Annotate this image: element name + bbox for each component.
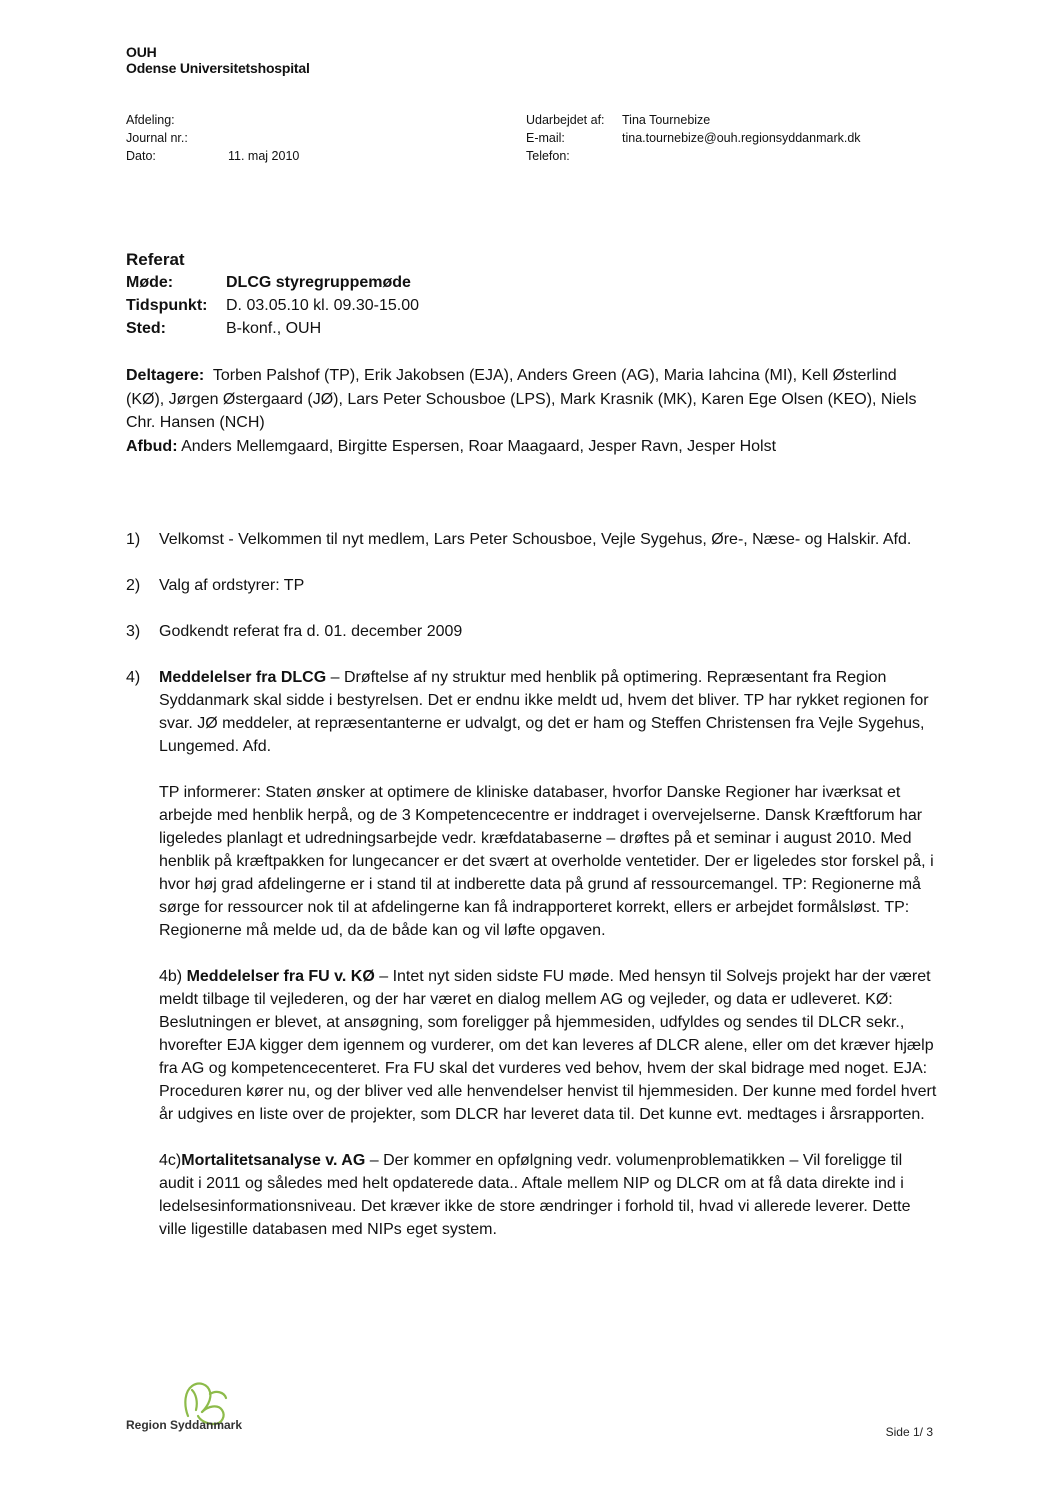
telefon-label: Telefon: xyxy=(526,149,570,163)
org-short: OUH xyxy=(126,44,157,60)
item4-paragraph-2: TP informerer: Staten ønsker at optimere de kliniske databaser, hvorfor Danske Regioner har iværksat et arbejde med henblik herpå, og de 3 Kompetencecentre er inddraget i overvejelserne. Dansk Kræftforum har ligeledes planlagt et udredningsarbejde vedr. kræfdatabaserne – drøftes på et seminar i august 2010. Med henblik på kræftpakken for lungecancer er det svært at overholde ventetider. Der er ligeledes stor forskel på, i hvor høj grad afdelingerne er i stand til at indberette data på grund af ressourcemangel. TP: Regionerne må sørge for ressourcer nok til at afdelingerne kan få indrapporteret korrekt, ellers er arbejdet formålsløst. TP: Regionerne må melde ud, da de både kan og vil løfte opgaven. xyxy=(159,784,934,939)
hospital-header xyxy=(126,44,310,76)
email-value[interactable]: tina.tournebize@ouh.regionsyddanmark.dk xyxy=(622,131,861,145)
logo-text: Region Syddanmark xyxy=(126,1418,243,1432)
item4b-body: – Intet nyt siden sidste FU møde. Med hensyn til Solvejs projekt har der været meldt tilbage til vejlederen, og der har været en dialog mellem AG og vejleder, og data er udleveret. KØ: Beslutningen er blevet, at ansøgning, som foreligger på hjemmesiden, udfyldes og sendes til DLCR sekr., hvorefter EJA kigger dem igennem og vurderer, om det kan leveres af DLCR alene, eller om det kræver hjælp fra AG og kompetencecenteret. Fra FU skal det vurderes ved behov, hvem der skal bidrage med noget. EJA: Proceduren kører nu, og der bliver ved alle henvendelser henvist til hjemmesiden. Der kunne med fordel hvert år udgives en liste over de projekter, som DLCR har leveret data til. Det kunne evt. medtages i årsrapporten. xyxy=(159,968,937,1123)
sted-label: Sted: xyxy=(126,320,166,337)
mode-label: Møde: xyxy=(126,274,174,291)
item4-paragraph-1 xyxy=(159,666,938,758)
tidspunkt-row xyxy=(126,294,419,317)
dato-label: Dato: xyxy=(126,149,156,163)
deltagere-paragraph xyxy=(126,364,938,435)
journal-label: Journal nr.: xyxy=(126,131,188,145)
item4b-paragraph xyxy=(159,965,938,1126)
afdeling-row xyxy=(126,111,299,129)
tidspunkt-value: D. 03.05.10 kl. 09.30-15.00 xyxy=(226,297,420,314)
journal-row xyxy=(126,129,299,147)
agenda-item-1 xyxy=(126,528,938,551)
agenda-item-text: Valg af ordstyrer: TP xyxy=(159,577,305,594)
meta-right-block xyxy=(526,111,861,165)
agenda-item-number: 3) xyxy=(126,623,141,640)
item4-body: – Drøftelse af ny struktur med henblik på optimering. Repræsentant fra Region Syddanmark skal sidde i bestyrelsen. Det er endnu ikke meldt ud, hvem det bliver. TP har rykket regionen for svar. JØ meddeler, at repræsentanterne er udvalgt, og det er ham og Steffen Christensen fra Vejle Sygehus, Lungemed. Afd. xyxy=(159,669,929,755)
email-row xyxy=(526,129,861,147)
tidspunkt-label: Tidspunkt: xyxy=(126,297,208,314)
email-label: E-mail: xyxy=(526,131,565,145)
dato-row xyxy=(126,147,299,165)
item4b-prefix: 4b) xyxy=(159,968,187,985)
mode-row xyxy=(126,271,419,294)
agenda-item-number: 1) xyxy=(126,531,141,548)
item4c-paragraph xyxy=(159,1149,938,1241)
sted-row xyxy=(126,317,419,340)
org-full: Odense Universitetshospital xyxy=(126,60,310,76)
udarbejdet-label: Udarbejdet af: xyxy=(526,113,605,127)
telefon-row xyxy=(526,147,861,165)
item4c-body: – Der kommer en opfølgning vedr. volumenproblematikken – Vil foreligge til audit i 2011 og således med helt opdaterede data.. Aftale mellem NIP og DLCR om at få data direkte ind i ledelsesinformationsniveau. Det kræver ikke de store ændringer i forhold til, hvad vi allerede leverer. Dette ville ligestille databasen med NIPs eget system. xyxy=(159,1152,911,1238)
meta-left-block xyxy=(126,111,299,165)
afbud-label: Afbud: xyxy=(126,437,178,455)
page-number: Side 1/ 3 xyxy=(885,1425,933,1439)
agenda-item-number: 2) xyxy=(126,577,141,594)
participants-block xyxy=(126,364,938,458)
agenda-item-3 xyxy=(126,620,938,643)
agenda-item-text: Godkendt referat fra d. 01. december 2009 xyxy=(159,623,463,640)
item4c-heading: Mortalitetsanalyse v. AG xyxy=(181,1152,366,1169)
item4c-prefix: 4c) xyxy=(159,1152,182,1169)
agenda-item-4 xyxy=(126,666,938,1241)
item4-heading: Meddelelser fra DLCG xyxy=(159,669,327,686)
afbud-paragraph xyxy=(126,435,938,459)
deltagere-text: Torben Palshof (TP), Erik Jakobsen (EJA), Anders Green (AG), Maria Iahcina (MI), Kell Østerlind (KØ), Jørgen Østergaard (JØ), Lars Peter Schousboe (LPS), Mark Krasnik (MK), Karen Ege Olsen (KEO), Niels Chr. Hansen (NCH) xyxy=(126,367,917,431)
agenda-item-text: Velkomst - Velkommen til nyt medlem, Lars Peter Schousboe, Vejle Sygehus, Øre-, Næse- og Halskir. Afd. xyxy=(159,531,912,548)
agenda-item-number: 4) xyxy=(126,669,141,686)
sted-value: B-konf., OUH xyxy=(226,320,322,337)
udarbejdet-row xyxy=(526,111,861,129)
afbud-text: Anders Mellemgaard, Birgitte Espersen, Roar Maagaard, Jesper Ravn, Jesper Holst xyxy=(181,437,777,455)
agenda-list xyxy=(126,528,938,1264)
udarbejdet-value: Tina Tournebize xyxy=(622,113,711,127)
deltagere-label: Deltagere: xyxy=(126,367,205,384)
mode-value: DLCG styregruppemøde xyxy=(226,274,411,291)
meeting-heading xyxy=(126,248,419,340)
item4b-heading: Meddelelser fra FU v. KØ xyxy=(186,968,375,985)
afdeling-label: Afdeling: xyxy=(126,113,175,127)
agenda-item-2 xyxy=(126,574,938,597)
document-title: Referat xyxy=(126,250,185,269)
dato-value: 11. maj 2010 xyxy=(228,149,300,163)
